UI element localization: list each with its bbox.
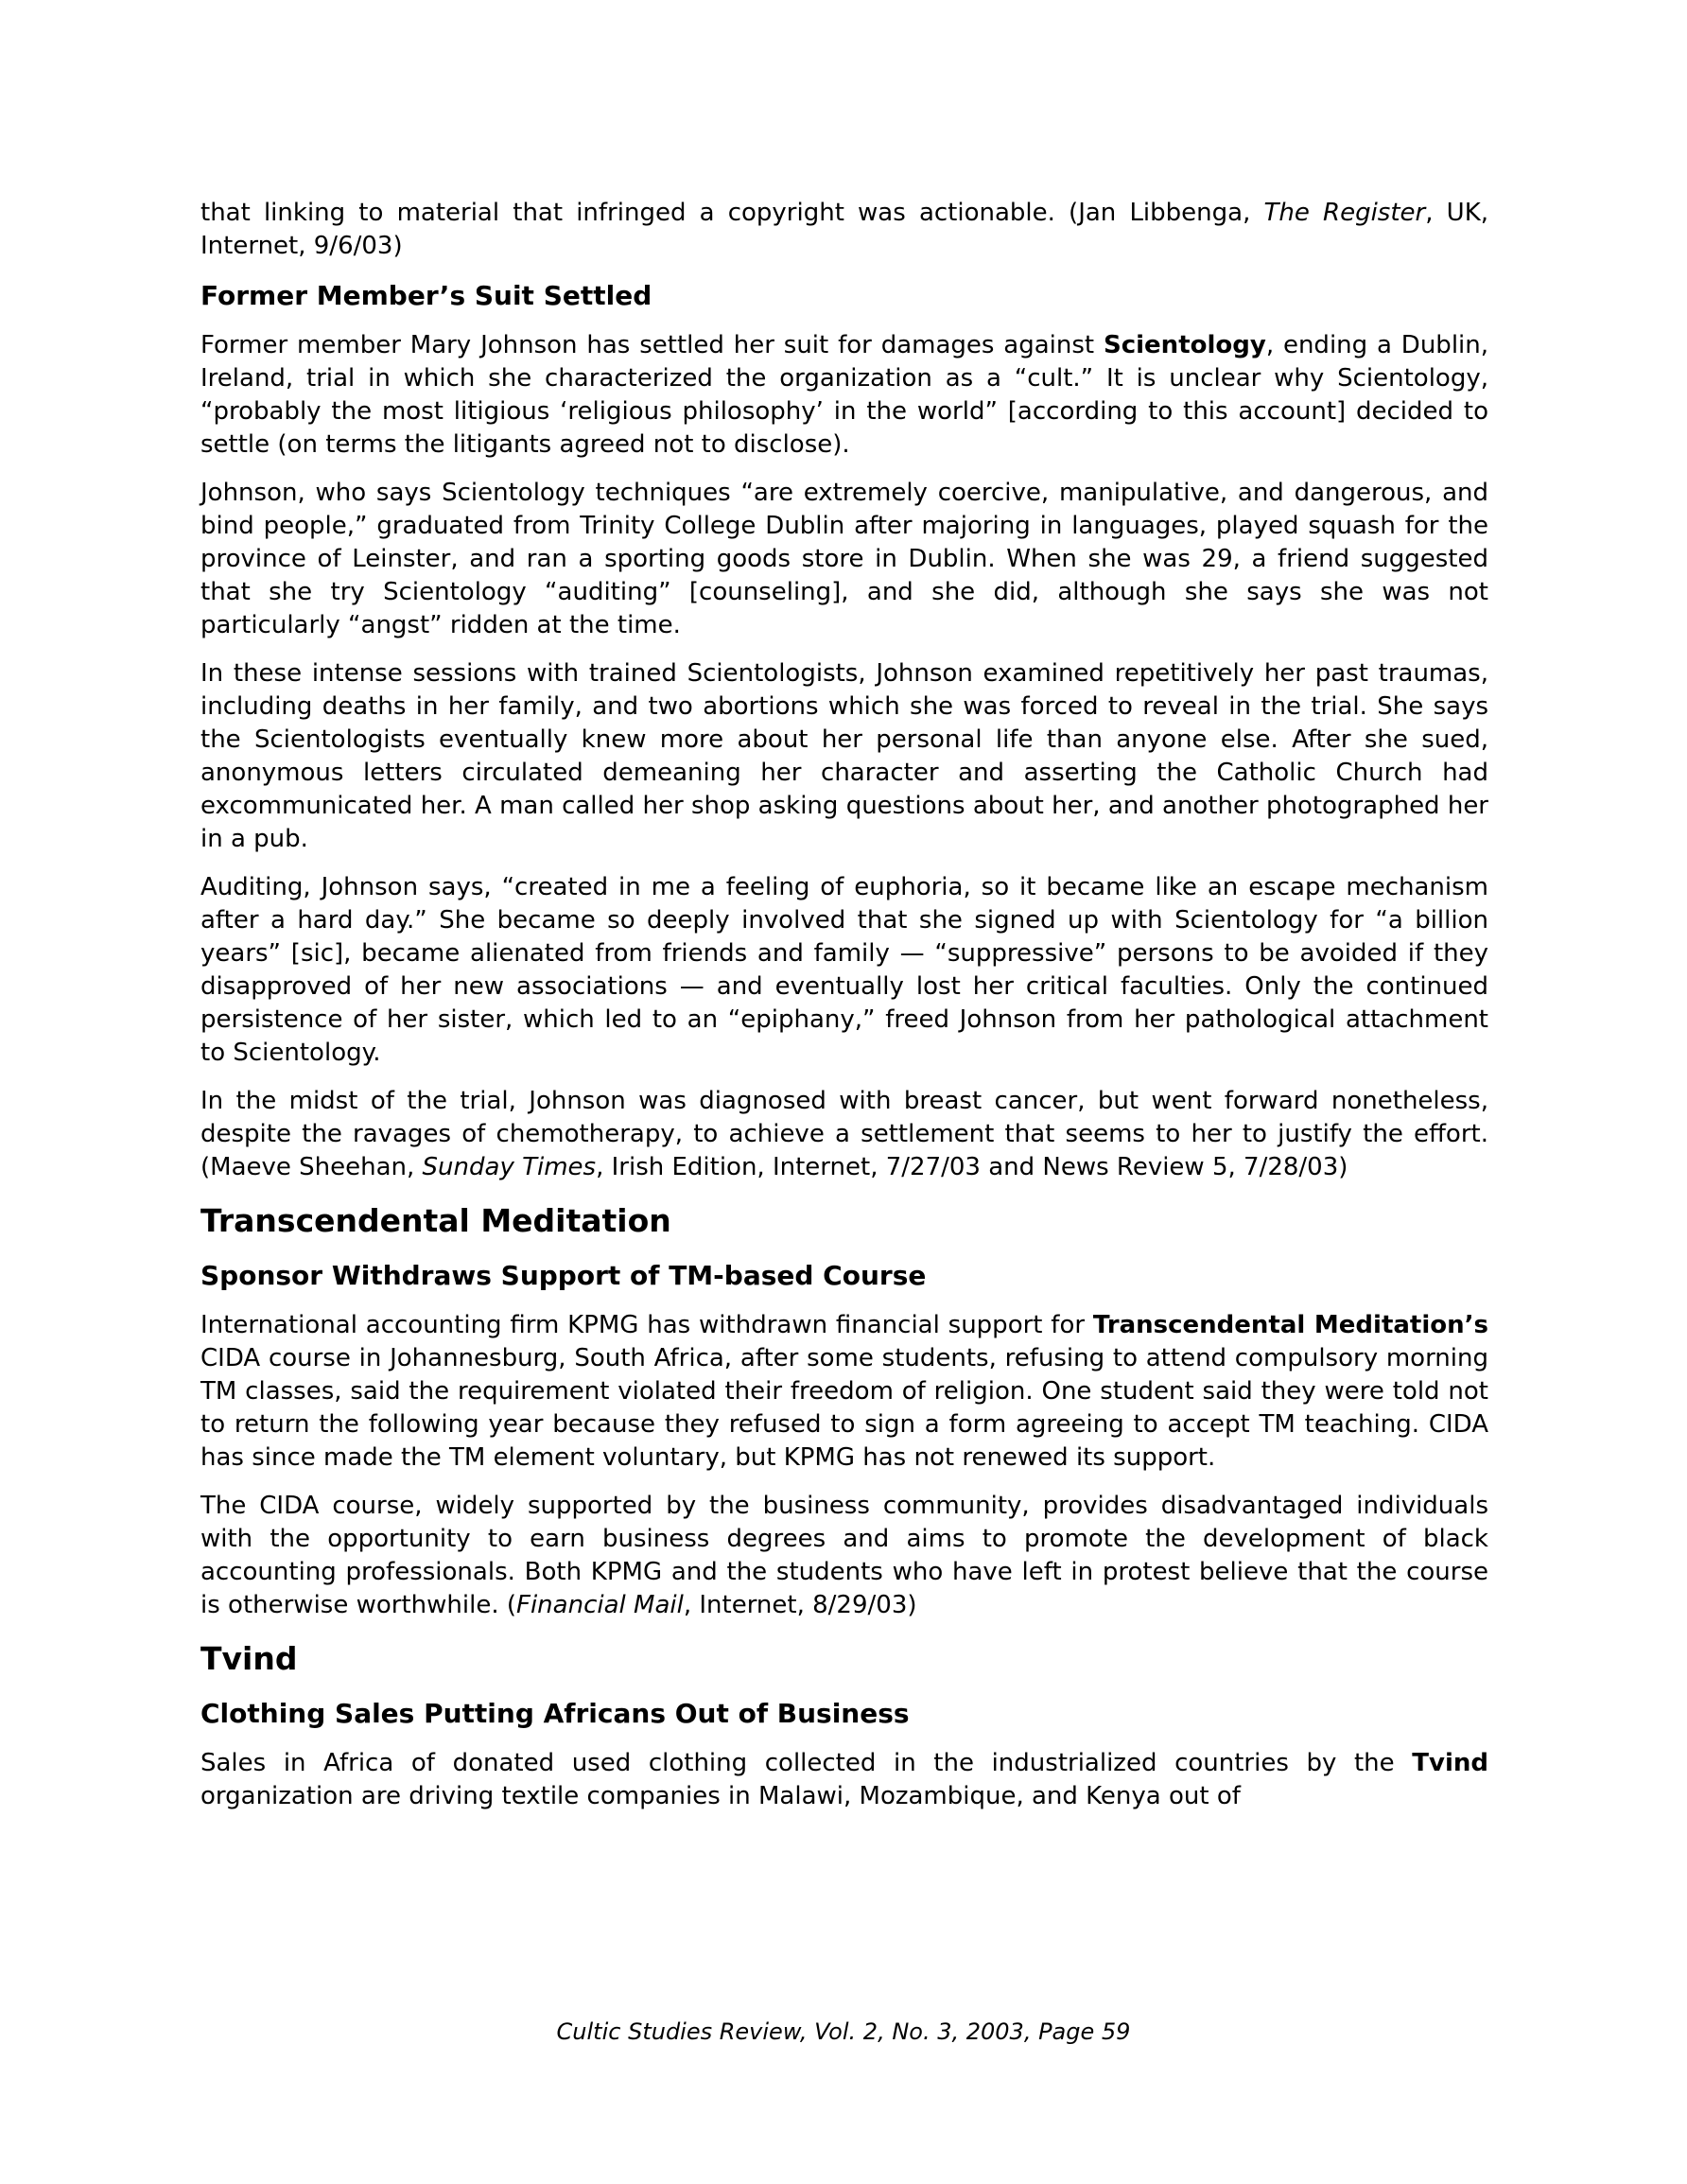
text-run: In the midst of the trial, Johnson was diagnosed with breast cancer, but went forward nonetheless, despite the ravages of chemotherapy, to achieve a settlement that seems to her to justify the effort. (Maeve Sheehan,	[200, 1087, 1488, 1181]
text-run: Sunday Times	[422, 1153, 597, 1181]
text-run: Sales in Africa of donated used clothing collected in the industrialized countries by the	[200, 1749, 1413, 1777]
text-run: Scientology	[1104, 331, 1266, 359]
section-heading-tvind: Tvind	[200, 1640, 298, 1677]
paragraph-johnson-background	[200, 477, 1488, 642]
paragraph-trial-cancer-citation	[200, 1085, 1488, 1184]
text-run: that linking to material that infringed a copyright was actionable. (Jan Libbenga,	[200, 199, 1264, 227]
text-run: Tvind	[1412, 1749, 1488, 1777]
text-run: organization are driving textile companies in Malawi, Mozambique, and Kenya out of	[200, 1782, 1241, 1810]
text-run: The CIDA course, widely supported by the business community, provides disadvantaged individuals with the opportunity to earn business degrees and aims to promote the development of black accounting professionals. Both KPMG and the students who have left in protest believe that the course is otherwise worthwhile. (	[200, 1492, 1488, 1619]
heading-sponsor-withdraws-support: Sponsor Withdraws Support of TM-based Course	[200, 1260, 927, 1291]
text-run: Former member Mary Johnson has settled her suit for damages against	[200, 331, 1104, 359]
paragraph-auditing-sessions	[200, 657, 1488, 856]
text-run: Johnson, who says Scientology techniques “are extremely coercive, manipulative, and dangerous, and bind people,” graduated from Trinity College Dublin after majoring in languages, played squash for the province of Leinster, and ran a sporting goods store in Dublin. When she was 29, a friend suggested that she try Scientology “auditing” [counseling], and she did, although she says she was not particularly “angst” ridden at the time.	[200, 479, 1488, 639]
heading-former-members-suit-settled: Former Member’s Suit Settled	[200, 280, 652, 311]
document-body	[200, 197, 1488, 1828]
text-run: Transcendental Meditation’s	[1092, 1311, 1488, 1339]
paragraph-register-citation	[200, 197, 1488, 263]
text-run: , Irish Edition, Internet, 7/27/03 and News Review 5, 7/28/03)	[596, 1153, 1348, 1181]
text-run: Auditing, Johnson says, “created in me a feeling of euphoria, so it became like an escape mechanism after a hard day.” She became so deeply involved that she signed up with Scientology for “a billion years” [sic], became alienated from friends and family — “suppressive” persons to be avoided if they disapproved of her new associations — and eventually lost her critical faculties. Only the continued persistence of her sister, which led to an “epiphany,” freed Johnson from her pathological attachment to Scientology.	[200, 873, 1488, 1067]
page-footer-citation: Cultic Studies Review, Vol. 2, No. 3, 2003, Page 59	[556, 2018, 1131, 2045]
text-run: CIDA course in Johannesburg, South Africa, after some students, refusing to attend compulsory morning TM classes, said the requirement violated their freedom of religion. One student said they were told not to return the following year because they refused to sign a form agreeing to accept TM teaching. CIDA has since made the TM element voluntary, but KPMG has not renewed its support.	[200, 1344, 1488, 1472]
text-run: , Internet, 8/29/03)	[683, 1591, 917, 1619]
section-heading-transcendental-meditation: Transcendental Meditation	[200, 1202, 671, 1239]
text-run: Financial Mail	[516, 1591, 684, 1619]
paragraph-tvind-clothing	[200, 1747, 1488, 1813]
paragraph-kpmg-withdraws	[200, 1309, 1488, 1475]
text-run: , ending a Dublin, Ireland, trial in which she characterized the organization as a “cult.” It is unclear why Scientology, “probably the most litigious ‘religious philosophy’ in the world” [according to this account] decided to settle (on terms the litigants agreed not to disclose).	[200, 331, 1489, 459]
paragraph-johnson-settlement	[200, 329, 1488, 462]
heading-clothing-sales: Clothing Sales Putting Africans Out of Business	[200, 1698, 910, 1729]
text-run: , UK, Internet, 9/6/03)	[200, 199, 1489, 260]
paragraph-cida-course	[200, 1490, 1488, 1622]
text-run: The Register	[1263, 199, 1426, 227]
paragraph-auditing-euphoria	[200, 871, 1488, 1070]
text-run: In these intense sessions with trained Scientologists, Johnson examined repetitively her past traumas, including deaths in her family, and two abortions which she was forced to reveal in the trial. She says the Scientologists eventually knew more about her personal life than anyone else. After she sued, anonymous letters circulated demeaning her character and asserting the Catholic Church had excommunicated her. A man called her shop asking questions about her, and another photographed her in a pub.	[200, 659, 1488, 853]
text-run: International accounting firm KPMG has withdrawn financial support for	[200, 1311, 1093, 1339]
